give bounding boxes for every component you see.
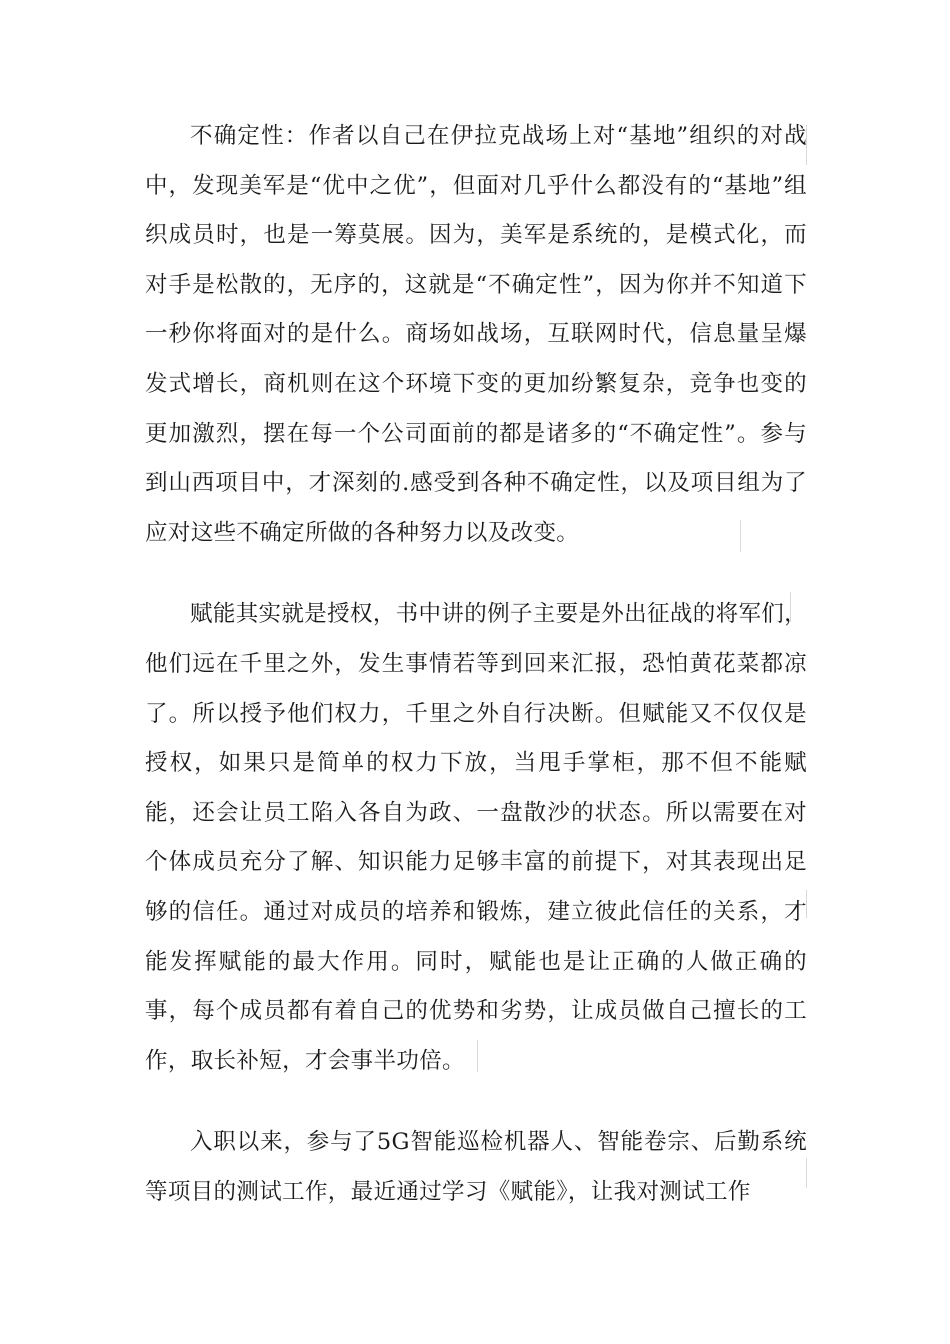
paragraph-empowerment: 赋能其实就是授权，书中讲的例子主要是外出征战的将军们，他们远在千里之外，发生事情若等到回来汇报，恐怕黄花菜都凉了。所以授予他们权力，千里之外自行决断。但赋能又不仅仅是授权，如果只是简单的权力下放，当甩手掌柜，那不但不能赋能，还会让员工陷入各自为政、一盘散沙的状态。所以需要在对个体成员充分了解、知识能力足够丰富的前提下，对其表现出足够的信任。通过对成员的培养和锻炼，建立彼此信任的关系，才能发挥赋能的最大作用。同时，赋能也是让正确的人做正确的事，每个成员都有着自己的优势和劣势，让成员做自己擅长的工作，取长补短，才会事半功倍。 bbox=[145, 601, 807, 1074]
paragraph-uncertainty: 不确定性：作者以自己在伊拉克战场上对“基地”组织的对战中，发现美军是“优中之优”，但面对几乎什么都没有的“基地”组织成员时，也是一筹莫展。因为，美军是系统的，是模式化，而对手是松散的，无序的，这就是“不确定性”，因为你并不知道下一秒你将面对的是什么。商场如战场，互联网时代，信息量呈爆发式增长，商机则在这个环境下变的更加纷繁复杂，竞争也变的更加激烈，摆在每一个公司面前的都是诸多的“不确定性”。参与到山西项目中，才深刻的.感受到各种不确定性，以及项目组为了应对这些不确定所做的各种努力以及改变。 bbox=[145, 123, 807, 546]
paragraph-work-experience: 入职以来，参与了5G智能巡检机器人、智能卷宗、后勤系统等项目的测试工作，最近通过学习《赋能》，让我对测试工作 bbox=[145, 1129, 807, 1205]
document-body bbox=[145, 112, 807, 1217]
